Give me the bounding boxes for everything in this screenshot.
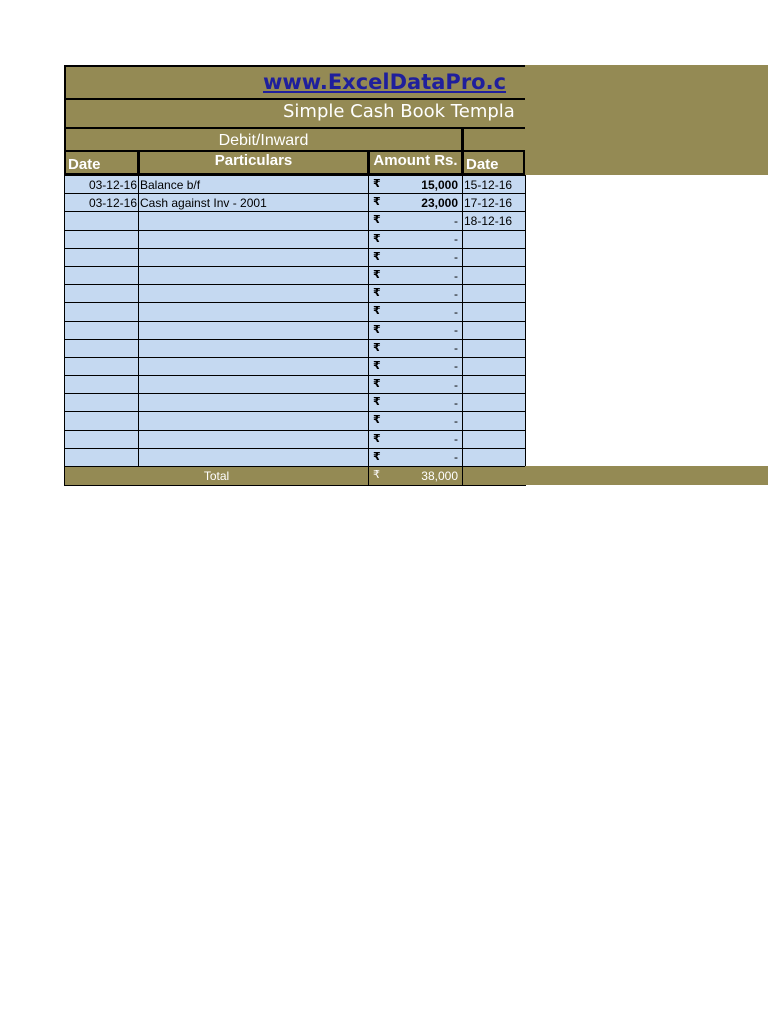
table-row [65, 376, 526, 394]
cell-date[interactable] [65, 430, 139, 448]
amount-value: - [454, 286, 458, 301]
cell-date[interactable] [65, 266, 139, 284]
cell-particulars[interactable] [139, 303, 369, 321]
amount-value: - [454, 395, 458, 410]
cell-particulars[interactable] [139, 248, 369, 266]
total-label: Total [65, 467, 369, 486]
amount-value: - [454, 213, 458, 228]
cell-particulars[interactable]: Balance b/f [139, 176, 369, 194]
cell-particulars[interactable]: Cash against Inv - 2001 [139, 194, 369, 212]
total-row [65, 467, 526, 486]
cell-amount[interactable] [369, 285, 463, 303]
rupee-icon: ₹ [373, 250, 381, 263]
table-row [65, 357, 526, 375]
right-total-band [525, 466, 768, 485]
table-row [65, 412, 526, 430]
cell-date[interactable]: 03-12-16 [65, 176, 139, 194]
amount-value: - [454, 432, 458, 447]
cell-date-credit[interactable] [463, 266, 526, 284]
cell-particulars[interactable] [139, 321, 369, 339]
amount-value: 23,000 [421, 195, 458, 210]
cell-date[interactable] [65, 357, 139, 375]
cell-particulars[interactable] [139, 357, 369, 375]
cell-particulars[interactable] [139, 212, 369, 230]
rupee-icon: ₹ [373, 432, 381, 445]
rupee-icon: ₹ [373, 305, 381, 318]
col-header-date: Date [64, 150, 139, 175]
cell-date[interactable] [65, 303, 139, 321]
amount-value: - [454, 232, 458, 247]
cell-amount[interactable] [369, 357, 463, 375]
cell-date[interactable] [65, 339, 139, 357]
amount-value: - [454, 359, 458, 374]
table-row [65, 266, 526, 284]
cell-date-credit[interactable] [463, 357, 526, 375]
table-row [65, 303, 526, 321]
col-header-particulars: Particulars [138, 150, 369, 175]
section-credit [462, 127, 525, 151]
total-credit-cell [463, 467, 526, 486]
rupee-icon: ₹ [373, 323, 381, 336]
cash-book-table [64, 175, 526, 486]
cell-date-credit[interactable] [463, 230, 526, 248]
cell-amount[interactable] [369, 412, 463, 430]
rupee-icon: ₹ [373, 469, 380, 481]
col-header-amount: Amount Rs. [368, 150, 463, 175]
cell-particulars[interactable] [139, 430, 369, 448]
table-row [65, 448, 526, 466]
rupee-icon: ₹ [373, 287, 381, 300]
cell-particulars[interactable] [139, 448, 369, 466]
cell-date-credit[interactable] [463, 285, 526, 303]
amount-value: - [454, 414, 458, 429]
cell-amount[interactable] [369, 194, 463, 212]
rupee-icon: ₹ [373, 341, 381, 354]
cell-date-credit[interactable] [463, 321, 526, 339]
cell-amount[interactable] [369, 230, 463, 248]
rupee-icon: ₹ [373, 359, 381, 372]
cell-date[interactable] [65, 394, 139, 412]
cell-amount[interactable] [369, 266, 463, 284]
cell-date-credit[interactable] [463, 394, 526, 412]
cell-particulars[interactable] [139, 412, 369, 430]
cell-date[interactable]: 03-12-16 [65, 194, 139, 212]
amount-value: - [454, 377, 458, 392]
right-header-band [525, 65, 768, 175]
total-amount: 38,000 [421, 469, 458, 483]
rupee-icon: ₹ [373, 396, 381, 409]
rupee-icon: ₹ [373, 232, 381, 245]
cell-date-credit[interactable] [463, 430, 526, 448]
cell-date-credit[interactable] [463, 376, 526, 394]
rupee-icon: ₹ [373, 414, 381, 427]
cell-amount[interactable] [369, 376, 463, 394]
amount-value: - [454, 341, 458, 356]
amount-value: 15,000 [421, 177, 458, 192]
cell-date-credit[interactable] [463, 339, 526, 357]
rupee-icon: ₹ [373, 196, 381, 209]
cell-amount[interactable] [369, 448, 463, 466]
amount-value: - [454, 323, 458, 338]
amount-value: - [454, 250, 458, 265]
cell-date[interactable] [65, 230, 139, 248]
site-link[interactable]: www.ExcelDataPro.c [263, 70, 507, 94]
cell-date-credit[interactable]: 17-12-16 [463, 194, 526, 212]
section-debit-inward: Debit/Inward [64, 127, 463, 151]
cell-amount[interactable] [369, 430, 463, 448]
cell-amount[interactable] [369, 212, 463, 230]
cell-date[interactable] [65, 285, 139, 303]
table-row [65, 248, 526, 266]
table-row [65, 194, 526, 212]
table-row [65, 394, 526, 412]
table-row [65, 176, 526, 194]
table-row [65, 285, 526, 303]
table-row [65, 339, 526, 357]
cell-amount[interactable] [369, 303, 463, 321]
cell-date[interactable] [65, 448, 139, 466]
cell-date[interactable] [65, 248, 139, 266]
rupee-icon: ₹ [373, 378, 381, 391]
amount-value: - [454, 268, 458, 283]
amount-value: - [454, 450, 458, 465]
cell-particulars[interactable] [139, 376, 369, 394]
table-row [65, 212, 526, 230]
table-row [65, 230, 526, 248]
cell-particulars[interactable] [139, 285, 369, 303]
amount-value: - [454, 304, 458, 319]
cell-particulars[interactable] [139, 266, 369, 284]
table-row [65, 430, 526, 448]
cell-date[interactable] [65, 412, 139, 430]
cell-date-credit[interactable] [463, 303, 526, 321]
cell-amount[interactable] [369, 394, 463, 412]
table-row [65, 321, 526, 339]
cell-date-credit[interactable] [463, 412, 526, 430]
rupee-icon: ₹ [373, 214, 381, 227]
cell-particulars[interactable] [139, 230, 369, 248]
cell-date[interactable] [65, 321, 139, 339]
total-amount-cell [369, 467, 463, 486]
cell-amount[interactable] [369, 321, 463, 339]
rupee-icon: ₹ [373, 268, 381, 281]
cell-date-credit[interactable]: 18-12-16 [463, 212, 526, 230]
cell-date-credit[interactable] [463, 448, 526, 466]
rupee-icon: ₹ [373, 178, 381, 190]
cell-date-credit[interactable] [463, 248, 526, 266]
cell-date[interactable] [65, 376, 139, 394]
cell-date-credit[interactable]: 15-12-16 [463, 176, 526, 194]
cell-amount[interactable] [369, 248, 463, 266]
cell-amount[interactable] [369, 176, 463, 194]
col-header-date-credit: Date [462, 150, 525, 175]
cell-particulars[interactable] [139, 394, 369, 412]
cell-amount[interactable] [369, 339, 463, 357]
cell-particulars[interactable] [139, 339, 369, 357]
rupee-icon: ₹ [373, 450, 381, 463]
sheet-title: Simple Cash Book Templa [283, 101, 515, 122]
cell-date[interactable] [65, 212, 139, 230]
